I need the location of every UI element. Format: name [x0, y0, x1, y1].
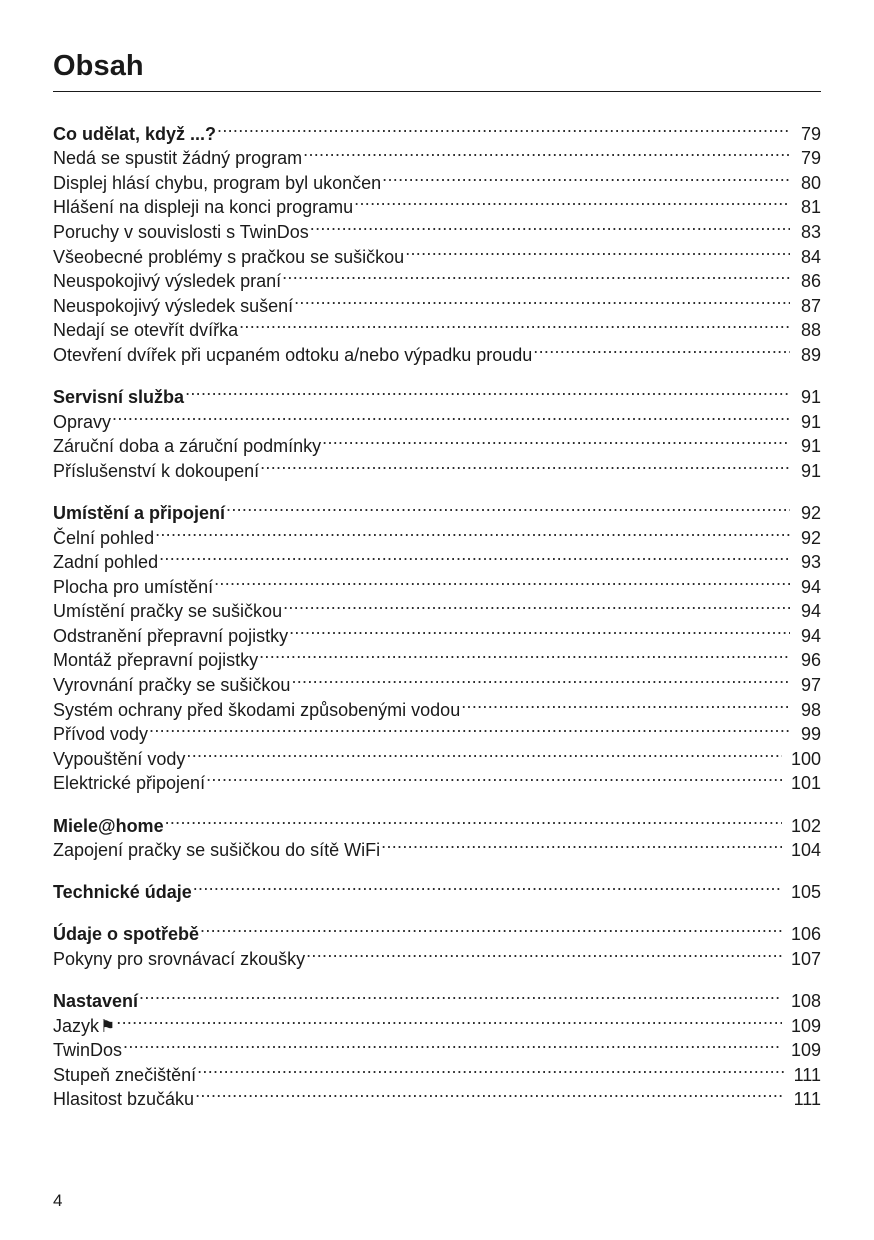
toc-entry-label: Nedají se otevřít dvířka: [53, 320, 239, 341]
toc-entry-page: 109: [790, 1015, 821, 1036]
toc-section: [53, 916, 821, 969]
toc-entry-title: [53, 195, 353, 220]
toc-entry-page: 105: [790, 882, 821, 903]
toc-entry-page: 98: [800, 699, 821, 720]
dot-leader: [310, 213, 790, 238]
toc-entry-label: Hlasitost bzučáku: [53, 1089, 195, 1110]
dot-leader: [197, 1056, 785, 1081]
toc-entry-label: Přívod vody: [53, 724, 149, 745]
page-title: Obsah: [53, 50, 144, 82]
toc-entry-label: Servisní služba: [53, 387, 185, 408]
toc-entry[interactable]: [53, 428, 821, 457]
toc-entry-label: Stupeň znečištění: [53, 1064, 197, 1085]
toc-entry-page: 91: [800, 411, 821, 432]
toc-entry-title: [53, 526, 154, 551]
toc-entry-label: Neuspokojivý výsledek sušení: [53, 295, 294, 316]
toc-entry-title: [53, 269, 281, 294]
dot-leader: [149, 716, 790, 741]
dot-leader: [283, 593, 790, 618]
toc-entry-title: [53, 1014, 115, 1040]
dot-leader: [239, 312, 790, 337]
toc-entry-title: [53, 722, 148, 747]
toc-entry-label: Záruční doba a záruční podmínky: [53, 436, 322, 457]
toc-entry-page: 92: [800, 502, 821, 523]
dot-leader: [259, 642, 790, 667]
title-divider: [53, 91, 821, 92]
dot-leader: [354, 189, 790, 214]
toc-entry-page: 86: [800, 271, 821, 292]
toc-entry[interactable]: [53, 1032, 821, 1061]
toc-entry-label: Displej hlásí chybu, program byl ukončen: [53, 172, 382, 193]
toc-entry-label: Odstranění přepravní pojistky: [53, 625, 289, 646]
toc-entry-page: 94: [800, 601, 821, 622]
toc-entry-page: 91: [800, 387, 821, 408]
toc-section-heading[interactable]: [53, 916, 821, 945]
toc-entry-label: Co udělat, když ...?: [53, 123, 217, 144]
toc-entry-page: 79: [800, 123, 821, 144]
toc-entry-page: 106: [790, 924, 821, 945]
toc-entry-title: [53, 771, 205, 796]
dot-leader: [282, 263, 790, 288]
dot-leader: [165, 807, 782, 832]
toc-entry-page: 109: [790, 1040, 821, 1061]
toc-section: [53, 874, 821, 903]
dot-leader: [185, 378, 790, 403]
toc-entry-label: Zadní pohled: [53, 552, 159, 573]
dot-leader: [195, 1081, 785, 1106]
toc-entry-label: Pokyny pro srovnávací zkoušky: [53, 948, 306, 969]
toc-section-heading[interactable]: [53, 982, 821, 1011]
toc-entry-page: 93: [800, 552, 821, 573]
dot-leader: [294, 287, 790, 312]
toc-entry-page: 84: [800, 246, 821, 267]
toc-section: [53, 494, 821, 794]
toc-entry-page: 111: [793, 1064, 821, 1085]
toc-entry-title: [53, 343, 532, 368]
toc-entry-title: [53, 1087, 194, 1112]
toc-entry-page: 102: [790, 815, 821, 836]
toc-entry-label: Miele@home: [53, 815, 164, 836]
toc-entry-page: 96: [800, 650, 821, 671]
toc-entry-page: 94: [800, 576, 821, 597]
dot-leader: [303, 140, 790, 165]
toc-entry-label: Neuspokojivý výsledek praní: [53, 271, 282, 292]
toc-entry-page: 107: [790, 948, 821, 969]
toc-entry-page: 80: [800, 172, 821, 193]
toc-entry-page: 91: [800, 436, 821, 457]
toc-entry-label: Údaje o spotřebě: [53, 924, 200, 945]
toc-entry[interactable]: [53, 403, 821, 432]
toc-entry-title: [53, 673, 290, 698]
toc-section-heading[interactable]: [53, 494, 821, 523]
dot-leader: [381, 832, 782, 857]
toc-entry-label: Opravy: [53, 411, 112, 432]
dot-leader: [186, 740, 782, 765]
toc-entry-label: Montáž přepravní pojistky: [53, 650, 259, 671]
toc-entry-page: 97: [800, 675, 821, 696]
toc-entry-page: 89: [800, 344, 821, 365]
toc-entry-label: Technické údaje: [53, 882, 192, 903]
dot-leader: [461, 691, 790, 716]
toc-section: [53, 982, 821, 1110]
dot-leader: [260, 452, 790, 477]
dot-leader: [112, 403, 790, 428]
toc-entry-title: [53, 599, 282, 624]
dot-leader: [159, 544, 790, 569]
dot-leader: [155, 519, 790, 544]
toc-entry-title: [53, 575, 213, 600]
toc-entry[interactable]: [53, 568, 821, 597]
toc-entry-label: TwinDos: [53, 1040, 123, 1061]
toc-entry-title: [53, 814, 164, 839]
toc-entry-page: 100: [790, 748, 821, 769]
toc-entry-title: [53, 747, 185, 772]
toc-section-heading[interactable]: [53, 115, 821, 144]
toc-entry-label: Otevření dvířek při ucpaném odtoku a/nebo výpadku proudu: [53, 344, 533, 365]
toc-entry-label: Nastavení: [53, 991, 139, 1011]
toc-entry-title: [53, 838, 380, 863]
toc-entry-title: [53, 220, 309, 245]
toc-entry-label: Hlášení na displeji na konci programu: [53, 197, 354, 218]
dot-leader: [200, 916, 782, 941]
toc-entry-title: [53, 1063, 196, 1088]
toc-section-heading[interactable]: [53, 874, 821, 903]
toc-section-heading[interactable]: [53, 807, 821, 836]
toc-entry[interactable]: [53, 519, 821, 548]
toc-entry-title: [53, 624, 288, 649]
toc-entry-label: Jazyk: [53, 1015, 100, 1036]
flag-icon: ⚑: [100, 1016, 116, 1036]
toc-entry-page: 111: [793, 1089, 821, 1110]
toc-entry-page: 87: [800, 295, 821, 316]
toc-entry-label: Systém ochrany před škodami způsobenými vodou: [53, 699, 461, 720]
dot-leader: [226, 494, 790, 519]
toc-entry[interactable]: [53, 1007, 821, 1036]
dot-leader: [193, 874, 782, 899]
toc-entry-label: Plocha pro umístění: [53, 576, 214, 597]
dot-leader: [322, 428, 790, 453]
toc-entry-page: 99: [800, 724, 821, 745]
dot-leader: [139, 982, 782, 1007]
toc-entry[interactable]: [53, 716, 821, 745]
toc-entry-page: 101: [790, 773, 821, 794]
toc-entry-page: 94: [800, 625, 821, 646]
toc-entry-title: [53, 550, 158, 575]
toc-entry-page: 79: [800, 148, 821, 169]
toc-entry-title: [53, 947, 305, 972]
toc-section: [53, 378, 821, 481]
dot-leader: [123, 1032, 782, 1057]
toc-entry-page: 104: [790, 840, 821, 861]
page-number: 4: [53, 1191, 63, 1210]
toc-entry-page: 108: [790, 991, 821, 1011]
toc-entry-title: [53, 122, 216, 147]
toc-section-heading[interactable]: [53, 378, 821, 408]
toc-entry-label: Elektrické připojení: [53, 773, 206, 794]
toc-entry-page: 88: [800, 320, 821, 341]
dot-leader: [289, 617, 790, 642]
toc-entry-title: [53, 146, 302, 171]
dot-leader: [382, 164, 790, 189]
toc-entry-label: Čelní pohled: [53, 527, 155, 548]
toc-entry-label: Všeobecné problémy s pračkou se sušičkou: [53, 246, 405, 267]
toc-entry[interactable]: [53, 832, 821, 861]
dot-leader: [533, 336, 790, 361]
toc-entry-page: 92: [800, 527, 821, 548]
toc-entry-label: Umístění a připojení: [53, 502, 226, 523]
toc-entry-label: Nedá se spustit žádný program: [53, 148, 303, 169]
dot-leader: [405, 238, 790, 263]
dot-leader: [206, 765, 782, 790]
toc-entry-title: [53, 318, 238, 343]
dot-leader: [214, 568, 790, 593]
toc-entry[interactable]: [53, 1056, 821, 1085]
toc-section: [53, 115, 821, 365]
toc-entry-title: [53, 459, 259, 484]
toc-entry[interactable]: [53, 740, 821, 769]
toc-entry-page: 91: [800, 460, 821, 481]
toc-entry-label: Vyrovnání pračky se sušičkou: [53, 675, 291, 696]
toc-entry-title: [53, 648, 258, 673]
toc-entry-label: Zapojení pračky se sušičkou do sítě WiFi: [53, 840, 381, 861]
toc-entry-label: Umístění pračky se sušičkou: [53, 601, 283, 622]
toc-entry-label: Poruchy v souvislosti s TwinDos: [53, 221, 309, 242]
toc-entry-page: 83: [800, 221, 821, 242]
toc-entry-title: [53, 922, 199, 947]
toc-entry-title: [53, 171, 381, 196]
toc-entry-page: 81: [800, 197, 821, 218]
toc-entry-title: [53, 880, 192, 905]
dot-leader: [116, 1007, 782, 1032]
toc-entry-title: [53, 1038, 122, 1063]
toc-entry[interactable]: [53, 544, 821, 573]
toc-entry-title: [53, 410, 111, 435]
dot-leader: [291, 666, 790, 691]
toc-entry-label: Vypouštění vody: [53, 748, 186, 769]
toc-entry-label: Příslušenství k dokoupení: [53, 460, 260, 481]
toc-section: [53, 807, 821, 861]
dot-leader: [217, 115, 790, 140]
table-of-contents: [53, 115, 821, 1123]
dot-leader: [306, 940, 782, 965]
